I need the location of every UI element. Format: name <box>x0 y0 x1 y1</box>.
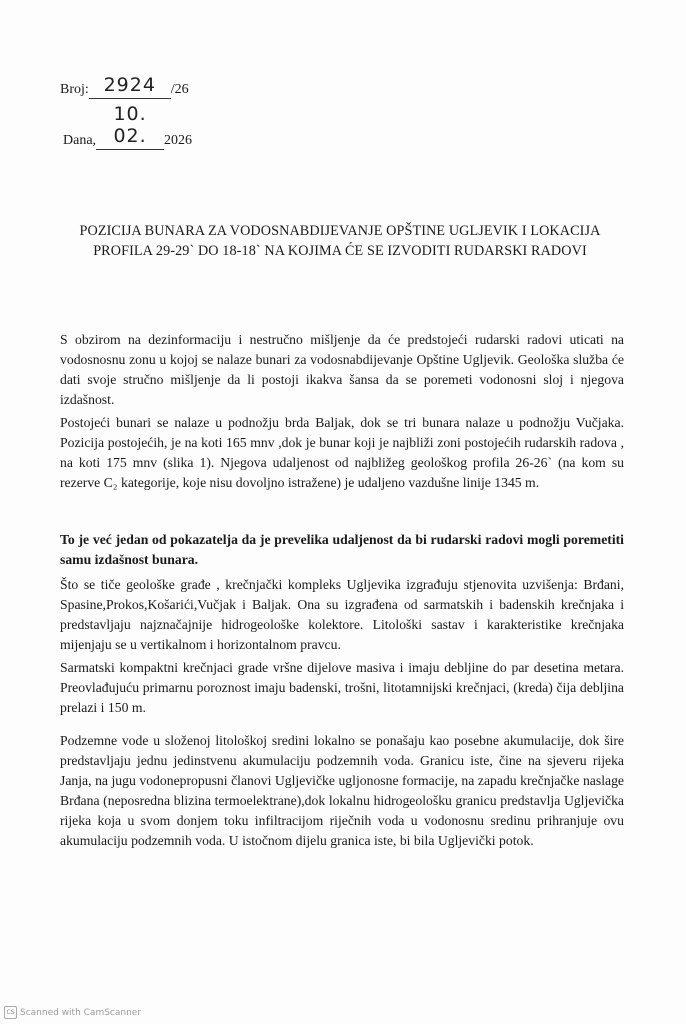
broj-suffix: /26 <box>170 82 189 97</box>
camscanner-icon: CS <box>4 1006 17 1019</box>
dana-suffix: 2026 <box>164 133 193 148</box>
paragraph-2: Postojeći bunari se nalaze u podnožju brda Baljak, dok se tri bunara nalaze u podnožju Vučjaka. Pozicija postojećih, je na koti 165 mnv ,dok je bunar koji je najbliži zoni postojećih rudarskih radova , na koti 175 mnv (slika 1). Njegova udaljenost od najbližeg geološkog profila 26-26` (na kom su rezerve C₂ kategorije, koje nisu dovoljno istražene) je udaljeno vazdušne linije 1345 m. <box>60 415 624 490</box>
paragraph-3-emphasis: To je već jedan od pokazatelja da je prevelika udaljenost da bi rudarski radovi mogli poremetiti samu izdašnost bunara. <box>60 532 624 567</box>
scanner-watermark-text: Scanned with CamScanner <box>20 1008 142 1018</box>
dana-label: Dana, <box>63 133 97 148</box>
document-title <box>60 221 620 261</box>
title-line-2: PROFILA 29-29` DO 18-18` NA KOJIMA ĆE SE IZVODITI RUDARSKI RADOVI <box>93 243 587 259</box>
broj-label: Broj: <box>60 82 89 97</box>
scanner-watermark <box>4 1006 141 1019</box>
dana-handwritten: 10. 02. <box>113 103 147 147</box>
document-number-line <box>60 76 189 99</box>
title-line-1: POZICIJA BUNARA ZA VODOSNABDIJEVANJE OPŠTINE UGLJEVIK I LOKACIJA <box>79 223 601 239</box>
document-date-line <box>63 105 192 150</box>
paragraph-6: Podzemne vode u složenoj litološkoj sredini lokalno se ponašaju kao posebne akumulacije, dok šire predstavljaju jednu jedinstvenu akumulaciju podzemnih voda. Granicu iste, čine na sjeveru rijeka Janja, na jugu vodonepropusni članovi Ugljevičke ugljonosne formacije, na zapadu krečnjačke naslage Brđana (neposredna blizina termoelektrane),dok lokalnu hidrogeološku granicu predstavlja Ugljevička rijeka koja u svom donjem toku infiltracijom riječnih voda u vodonosnu sredinu prihranjuje ovu akumulaciju podzemnih voda. U istočnom dijelu granica iste, bi bila Ugljevički potok. <box>60 733 624 848</box>
paragraph-1: S obzirom na dezinformaciju i nestručno mišljenje da će predstojeći rudarski radovi uticati na vodosnosnu zonu u kojoj se nalaze bunari za vodosnabdijevanje Opštine Ugljevik. Geološka služba će dati svoje stručno mišljenje da li postoji ikakva šansa da se poremeti vodonosni sloj i njegova izdašnost. <box>60 332 624 407</box>
paragraph-5: Sarmatski kompaktni krečnjaci grade vršne dijelove masiva i imaju debljine do par desetina metara. Preovlađujuću primarnu poroznost imaju badenski, trošni, litotamnijski krečnjaci, (kreda) čija debljina prelazi i 150 m. <box>60 660 624 715</box>
broj-handwritten: 2924 <box>103 74 156 96</box>
paragraph-4: Što se tiče geološke građe , krečnjački kompleks Ugljevika izgrađuju stjenovita uzvišenja: Brđani, Spasine,Prokos,Košarići,Vučjak i Baljak. Ona su izgrađena od sarmatskih i badenskih krečnjaka i predstavljaju najznačajnije hidrogeološke kolektore. Litološki sastav i karakteristike krečnjaka mijenjaju se u vertikalnom i horizontalnom pravcu. <box>60 577 624 652</box>
